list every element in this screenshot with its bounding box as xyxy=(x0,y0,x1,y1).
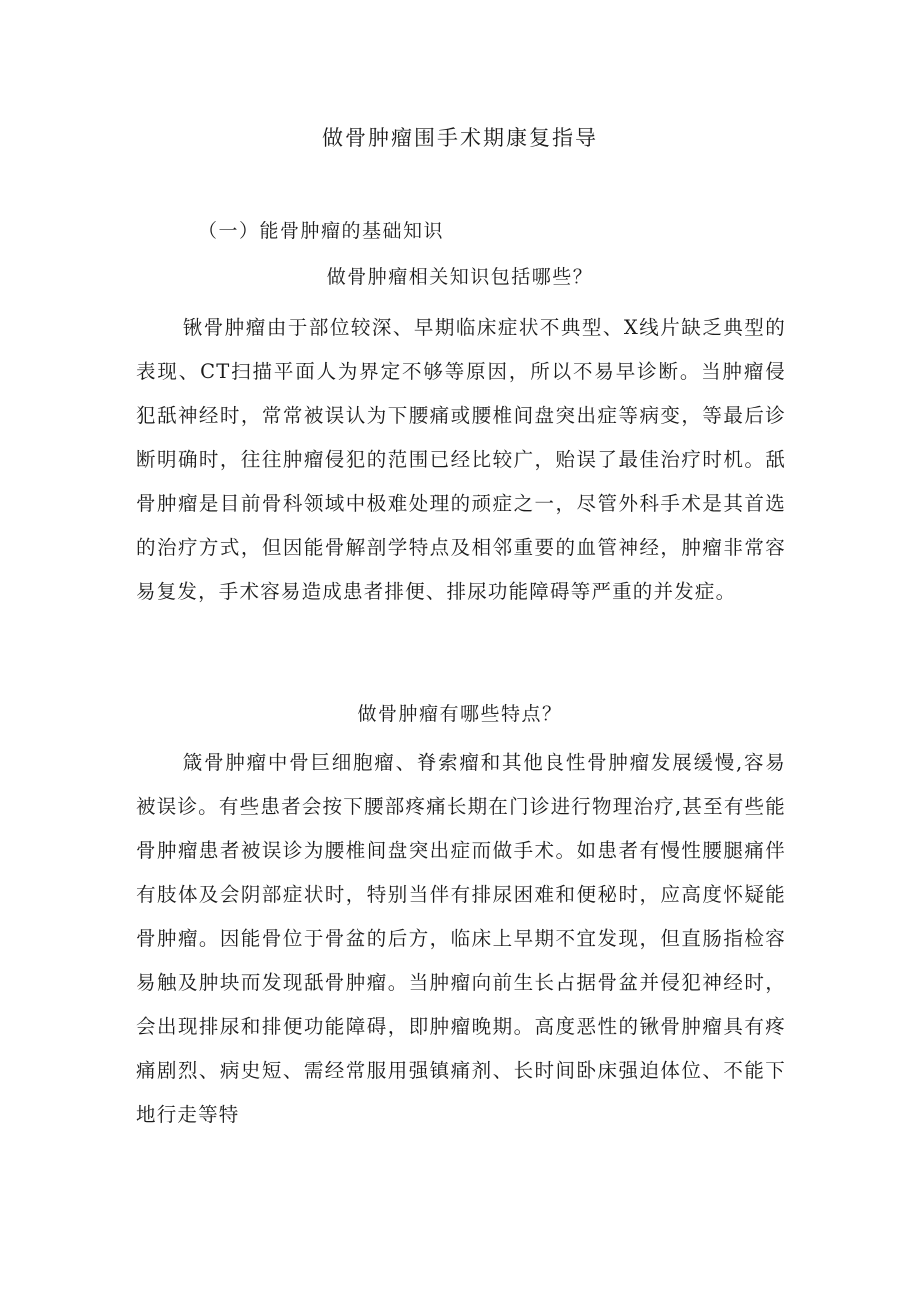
subsection-paragraph-2: 箴骨肿瘤中骨巨细胞瘤、脊索瘤和其他良性骨肿瘤发展缓慢,容易被误诊。有些患者会按下腰部疼痛长期在门诊进行物理治疗,甚至有些能骨肿瘤患者被误诊为腰椎间盘突出症而做手术。如患者有慢性腰腿痛伴有肢体及会阴部症状时，特别当伴有排尿困难和便秘时，应高度怀疑能骨肿瘤。因能骨位于骨盆的后方，临床上早期不宜发现，但直肠指检容易触及肿块而发现舐骨肿瘤。当肿瘤向前生长占据骨盆并侵犯神经时，会出现排尿和排便功能障碍，即肿瘤晚期。高度恶性的锹骨肿瘤具有疼痛剧烈、病史短、需经常服用强镇痛剂、长时间卧床强迫体位、不能下地行走等特 xyxy=(136,751,786,1126)
document-title: 做骨肿瘤围手术期康复指导 xyxy=(322,126,598,150)
subsection-heading-1: 做骨肿瘤相关知识包括哪些？ xyxy=(326,266,594,288)
section-heading: （一）能骨肿瘤的基础知识 xyxy=(198,220,445,242)
subsection-heading-2: 做骨肿瘤有哪些特点？ xyxy=(357,703,563,725)
subsection-paragraph-1: 锹骨肿瘤由于部位较深、早期临床症状不典型、X线片缺乏典型的表现、CT扫描平面人为界定不够等原因，所以不易早诊断。当肿瘤侵犯舐神经时，常常被误认为下腰痛或腰椎间盘突出症等病变，等最后诊断明确时，往往肿瘤侵犯的范围已经比较广，贻误了最佳治疗时机。舐骨肿瘤是目前骨科领域中极难处理的顽症之一，尽管外科手术是其首选的治疗方式，但因能骨解剖学特点及相邻重要的血管神经，肿瘤非常容易复发，手术容易造成患者排便、排尿功能障碍等严重的并发症。 xyxy=(136,316,786,603)
